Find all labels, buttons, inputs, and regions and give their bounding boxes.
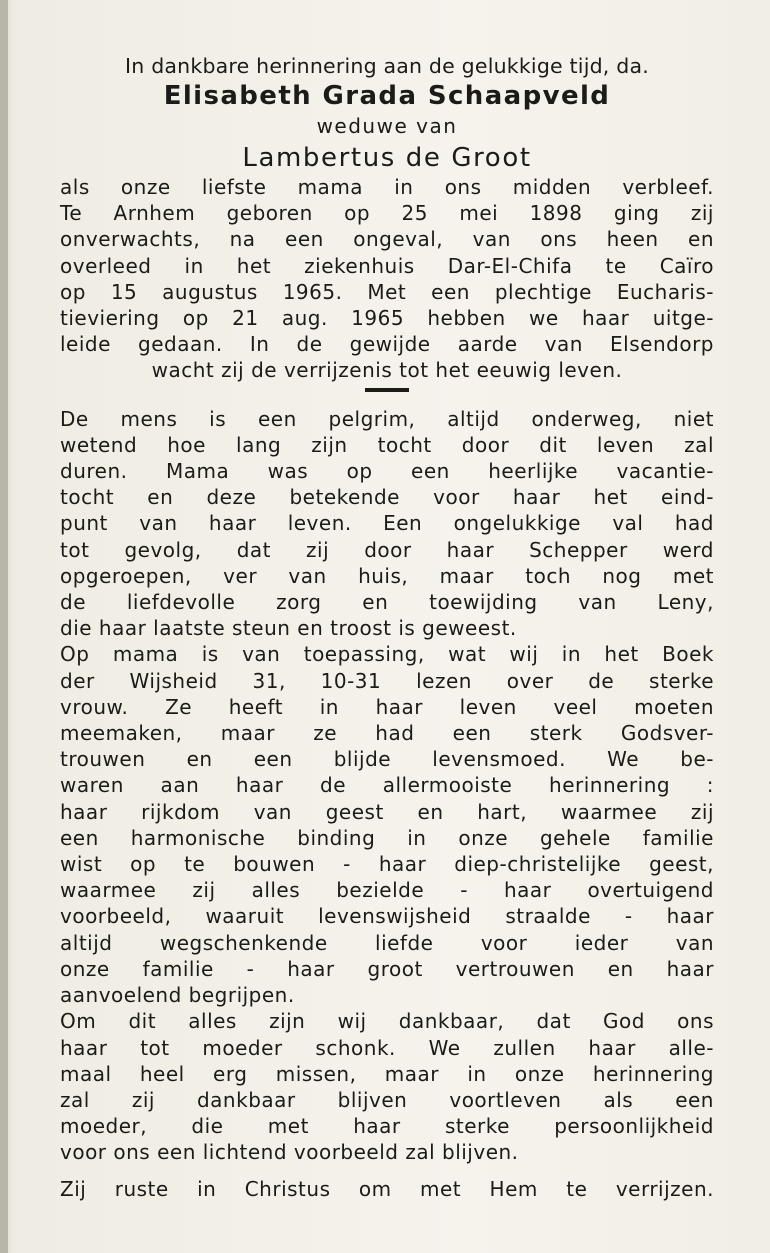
text-line: wist op te bouwen - haar diep-christelijke geest, <box>60 852 714 877</box>
text-line: waren aan haar de allermooiste herinnering : <box>60 773 714 798</box>
biography-line: tieviering op 21 aug. 1965 hebben we haar uitge- <box>60 306 714 331</box>
text-line: zal zij dankbaar blijven voortleven als een <box>60 1087 714 1112</box>
text-line: tot gevolg, dat zij door haar Schepper werd <box>60 537 714 562</box>
biography-line: als onze liefste mama in ons midden verbleef. <box>60 175 714 199</box>
biography-line: op 15 augustus 1965. Met een plechtige Eucharis- <box>60 279 714 304</box>
text-line: altijd wegschenkende liefde voor ieder van <box>60 930 714 955</box>
text-line: onze familie - haar groot vertrouwen en haar <box>60 956 714 981</box>
closing-line: Zij ruste in Christus om met Hem te verrijzen. <box>60 1176 714 1201</box>
biography-line: Te Arnhem geboren op 25 mei 1898 ging zij <box>60 201 714 226</box>
text-line: voorbeeld, waaruit levenswijsheid straalde - haar <box>60 904 714 929</box>
text-line: trouwen en een blijde levensmoed. We be- <box>60 747 714 772</box>
text-line: haar rijkdom van geest en hart, waarmee zij <box>60 799 714 824</box>
biography-line: onverwachts, na een ongeval, van ons heen en <box>60 227 714 252</box>
biography-line: leide gedaan. In de gewijde aarde van Elsendorp <box>60 332 714 357</box>
paragraph-gratitude <box>60 1008 714 1165</box>
text-line: Op mama is van toepassing, wat wij in het Boek <box>60 642 714 667</box>
text-line: punt van haar leven. Een ongelukkige val had <box>60 511 714 536</box>
text-line: aanvoelend begrijpen. <box>60 983 295 1008</box>
divider-rule <box>365 388 409 392</box>
text-line: wetend hoe lang zijn tocht door dit leven zal <box>60 432 714 457</box>
closing-prayer <box>60 1176 714 1202</box>
paragraph-pilgrim <box>60 406 714 642</box>
text-line: De mens is een pelgrim, altijd onderweg, niet <box>60 406 714 431</box>
card-header <box>60 52 714 176</box>
text-line: der Wijsheid 31, 10-31 lezen over de sterke <box>60 668 714 693</box>
widow-of-label: weduwe van <box>316 114 458 138</box>
spouse-name: Lambertus de Groot <box>242 143 532 173</box>
biography-line: overleed in het ziekenhuis Dar-El-Chifa te Caïro <box>60 253 714 278</box>
text-line: voor ons een lichtend voorbeeld zal blijven. <box>60 1140 519 1165</box>
text-line: moeder, die met haar sterke persoonlijkheid <box>60 1114 714 1139</box>
text-line: meemaken, maar ze had een sterk Godsver- <box>60 721 714 746</box>
text-line: duren. Mama was op een heerlijke vacantie- <box>60 459 714 484</box>
text-line: vrouw. Ze heeft in haar leven veel moeten <box>60 694 714 719</box>
text-line: opgeroepen, ver van huis, maar toch nog met <box>60 563 714 588</box>
text-line: maal heel erg missen, maar in onze herinnering <box>60 1061 714 1086</box>
paragraph-wisdom <box>60 641 714 1008</box>
deceased-name: Elisabeth Grada Schaapveld <box>163 81 611 111</box>
text-line: haar tot moeder schonk. We zullen haar alle- <box>60 1035 714 1060</box>
text-line: tocht en deze betekende voor haar het eind- <box>60 485 714 510</box>
intro-line: In dankbare herinnering aan de gelukkige tijd, da. <box>125 54 649 78</box>
biography <box>60 174 714 384</box>
text-line: Om dit alles zijn wij dankbaar, dat God ons <box>60 1009 714 1034</box>
text-line: die haar laatste steun en troost is geweest. <box>60 616 517 641</box>
text-line: een harmonische binding in onze gehele familie <box>60 825 714 850</box>
text-line: de liefdevolle zorg en toewijding van Leny, <box>60 590 714 615</box>
biography-line: wacht zij de verrijzenis tot het eeuwig leven. <box>151 358 623 383</box>
text-line: waarmee zij alles bezielde - haar overtuigend <box>60 878 714 903</box>
